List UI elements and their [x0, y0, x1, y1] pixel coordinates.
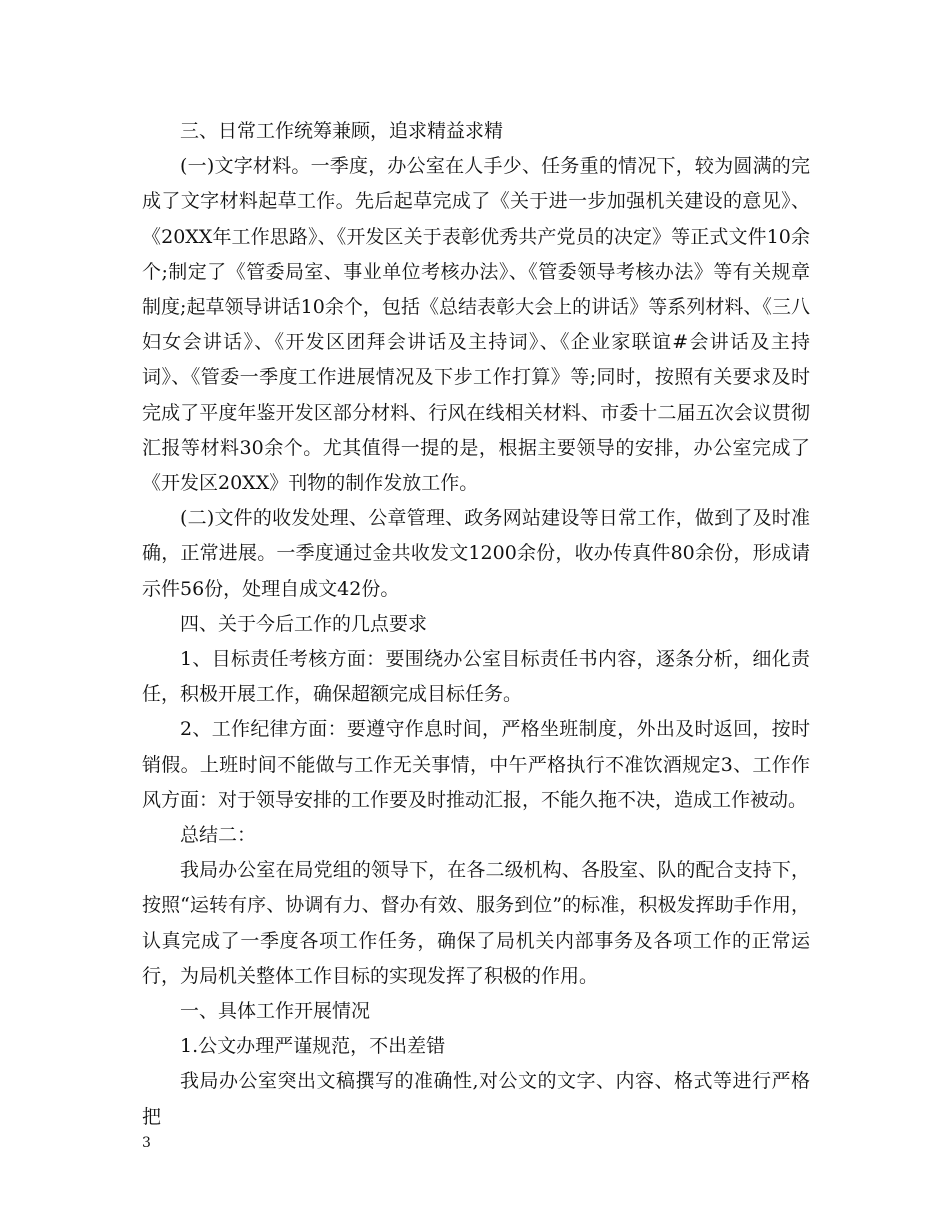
section-heading-specific-work: 一、具体工作开展情况 — [180, 1000, 371, 1023]
section-heading-future-requirements: 四、关于今后工作的几点要求 — [180, 612, 428, 635]
section-heading-daily-work: 三、日常工作统筹兼顾，追求精益求精 — [180, 120, 504, 142]
document-body — [142, 114, 810, 1135]
paragraph-document-handling: (二)文件的收发处理、公章管理、政务网站建设等日常工作，做到了及时准确，正常进展。一季度通过金共收发文1200余份，收办传真件80余份，形成请示件56份，处理自成文42份。 — [142, 507, 810, 600]
paragraph-work-discipline: 2、工作纪律方面：要遵守作息时间，严格坐班制度，外出及时返回，按时销假。上班时间不能做与工作无关事情，中午严格执行不准饮酒规定3、工作作风方面：对于领导安排的工作要及时推动汇报，不能久拖不决，造成工作被动。 — [142, 718, 810, 811]
paragraph-office-overview: 我局办公室在局党组的领导下，在各二级机构、各股室、队的配合支持下，按照“运转有序、协调有力、督办有效、服务到位”的标准，积极发挥助手作用，认真完成了一季度各项工作任务，确保了局机关内部事务及各项工作的正常运行，为局机关整体工作目标的实现发挥了积极的作用。 — [142, 859, 810, 987]
paragraph-target-responsibility: 1、目标责任考核方面：要围绕办公室目标责任书内容，逐条分析，细化责任，积极开展工作，确保超额完成目标任务。 — [142, 648, 810, 706]
subheading-official-documents: 1.公文办理严谨规范，不出差错 — [180, 1035, 446, 1058]
section-heading-summary-two: 总结二： — [180, 824, 257, 847]
paragraph-text-materials: (一)文字材料。一季度，办公室在人手少、任务重的情况下，较为圆满的完成了文字材料起草工作。先后起草完成了《关于进一步加强机关建设的意见》、《20XX年工作思路》、《开发区关于表彰优秀共产党员的决定》等正式文件10余个;制定了《管委局室、事业单位考核办法》、《管委领导考核办法》等有关规章制度;起草领导讲话10余个，包括《总结表彰大会上的讲话》等系列材料、《三八妇女会讲话》、《开发区团拜会讲话及主持词》、《企业家联谊#会讲话及主持词》、《管委一季度工作进展情况及下步工作打算》等;同时，按照有关要求及时完成了平度年鉴开发区部分材料、行风在线相关材料、市委十二届五次会议贯彻汇报等材料30余个。尤其值得一提的是，根据主要领导的安排，办公室完成了《开发区20XX》刊物的制作发放工作。 — [142, 155, 810, 495]
paragraph-drafting-accuracy: 我局办公室突出文稿撰写的准确性,对公文的文字、内容、格式等进行严格把 — [142, 1070, 810, 1128]
page-number: 3 — [142, 1135, 151, 1151]
